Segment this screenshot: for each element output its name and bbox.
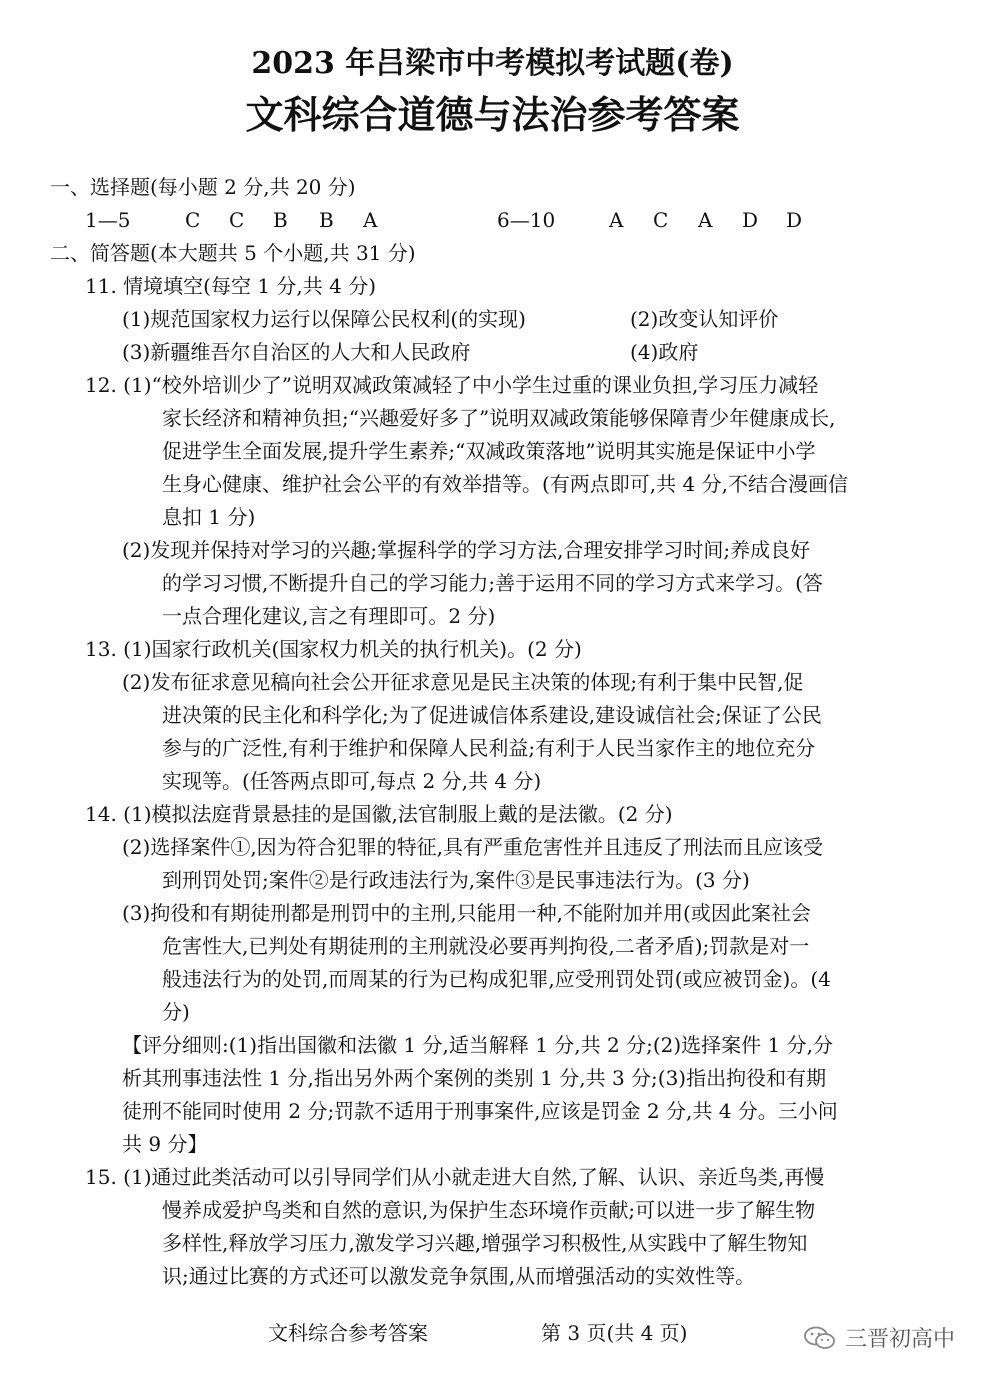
q15-part1-line: 慢养成爱护鸟类和自然的意识,为保护生态环境作贡献;可以进一步了解生物 <box>162 1198 816 1222</box>
q14-scoring-note-line: 共 9 分】 <box>122 1132 208 1156</box>
q14-scoring-note-line: 析其刑事违法性 1 分,指出另外两个案例的类别 1 分,共 3 分;(3)指出拘役和有期 <box>122 1066 827 1090</box>
q11-row <box>0 303 985 336</box>
mc-answer: D <box>786 208 803 232</box>
q11-row <box>0 336 985 369</box>
watermark <box>803 1322 955 1353</box>
q12-part1-line: 促进学生全面发展,提升学生素养;“双减政策落地”说明其实施是保证中小学 <box>162 439 816 463</box>
q14-scoring-note-line: 【评分细则:(1)指出国徽和法徽 1 分,适当解释 1 分,共 2 分;(2)选择案件 1 分,分 <box>122 1033 833 1057</box>
q12-part2-line: (2)发现并保持对学习的兴趣;掌握科学的学习方法,合理安排学习时间;养成良好 <box>122 538 811 562</box>
q15-part1-line: 多样性,释放学习压力,激发学习兴趣,增强学习积极性,从实践中了解生物知 <box>162 1231 808 1255</box>
footer-page-number: 第 3 页(共 4 页) <box>541 1321 688 1345</box>
q11-answer-1: (1)规范国家权力运行以保障公民权利(的实现) <box>122 307 526 331</box>
wechat-icon <box>803 1326 837 1350</box>
q15-part1-line: 识;通过比赛的方式还可以激发竞争氛围,从而增强活动的实效性等。 <box>162 1264 756 1288</box>
watermark-text: 三晋初高中 <box>844 1327 955 1352</box>
q12-part2-line: 的学习习惯,不断提升自己的学习能力;善于运用不同的学习方式来学习。(答 <box>162 571 823 595</box>
q13-part2-line: (2)发布征求意见稿向社会公开征求意见是民主决策的体现;有利于集中民智,促 <box>122 670 804 694</box>
footer-doc-name: 文科综合参考答案 <box>268 1321 428 1345</box>
q14-part3-line: (3)拘役和有期徒刑都是刑罚中的主刑,只能用一种,不能附加并用(或因此案社会 <box>122 901 811 925</box>
mc-answers-row <box>0 204 985 237</box>
answer-content <box>0 171 985 1293</box>
q13-part1: 13. (1)国家行政机关(国家权力机关的执行机关)。(2 分) <box>85 637 582 661</box>
mc-answer: A <box>363 208 378 232</box>
mc-answer: D <box>742 208 759 232</box>
mc-answer: C <box>653 208 669 232</box>
q12-part1-line: 息扣 1 分) <box>162 505 256 529</box>
q11-answer-4: (4)政府 <box>630 340 699 364</box>
q11-title: 11. 情境填空(每空 1 分,共 4 分) <box>85 274 377 298</box>
page-title: 2023 年吕梁市中考模拟考试题(卷) <box>251 46 734 81</box>
q15-part1-line: 15. (1)通过此类活动可以引导同学们从小就走进大自然,了解、认识、亲近鸟类,再慢 <box>85 1165 825 1189</box>
q11-answer-2: (2)改变认知评价 <box>630 307 779 331</box>
page-subtitle: 文科综合道德与法治参考答案 <box>245 92 740 137</box>
mc-range-1: 1—5 <box>85 208 131 232</box>
q13-part2-line: 进决策的民主化和科学化;为了促进诚信体系建设,建设诚信社会;保证了公民 <box>162 703 822 727</box>
q13-part2-line: 参与的广泛性,有利于维护和保障人民利益;有利于人民当家作主的地位充分 <box>162 736 816 760</box>
q14-part3-line: 般违法行为的处罚,而周某的行为已构成犯罪,应受刑罚处罚(或应被罚金)。(4 <box>162 967 831 991</box>
mc-range-2: 6—10 <box>497 208 556 232</box>
mc-answer: A <box>609 208 624 232</box>
q14-part2-line: (2)选择案件①,因为符合犯罪的特征,具有严重危害性并且违反了刑法而且应该受 <box>122 835 824 859</box>
q14-part1: 14. (1)模拟法庭背景悬挂的是国徽,法官制服上戴的是法徽。(2 分) <box>85 802 673 826</box>
q14-part3-line: 分) <box>162 1000 190 1024</box>
mc-answer: C <box>185 208 201 232</box>
q14-part2-line: 到刑罚处罚;案件②是行政违法行为,案件③是民事违法行为。(3 分) <box>162 868 750 892</box>
q14-scoring-note-line: 徒刑不能同时使用 2 分;罚款不适用于刑事案件,应该是罚金 2 分,共 4 分。三小问 <box>122 1099 838 1123</box>
q13-part2-line: 实现等。(任答两点即可,每点 2 分,共 4 分) <box>162 769 542 793</box>
q12-part2-line: 一点合理化建议,言之有理即可。2 分) <box>162 604 496 628</box>
q11-answer-3: (3)新疆维吾尔自治区的人大和人民政府 <box>122 340 471 364</box>
q12-part1-line: 12. (1)“校外培训少了”说明双减政策减轻了中小学生过重的课业负担,学习压力减轻 <box>85 373 819 397</box>
mc-answer: B <box>319 208 334 232</box>
q12-part1-line: 生身心健康、维护社会公平的有效举措等。(有两点即可,共 4 分,不结合漫画信 <box>162 472 848 496</box>
mc-answer: C <box>229 208 245 232</box>
mc-answer: B <box>273 208 288 232</box>
q12-part1-line: 家长经济和精神负担;“兴趣爱好多了”说明双减政策能够保障青少年健康成长, <box>162 406 836 430</box>
mc-answer: A <box>698 208 713 232</box>
section1-heading: 一、选择题(每小题 2 分,共 20 分) <box>50 175 356 199</box>
section2-heading: 二、简答题(本大题共 5 个小题,共 31 分) <box>50 241 416 265</box>
q14-part3-line: 危害性大,已判处有期徒刑的主刑就没必要再判拘役,二者矛盾);罚款是对一 <box>162 934 810 958</box>
